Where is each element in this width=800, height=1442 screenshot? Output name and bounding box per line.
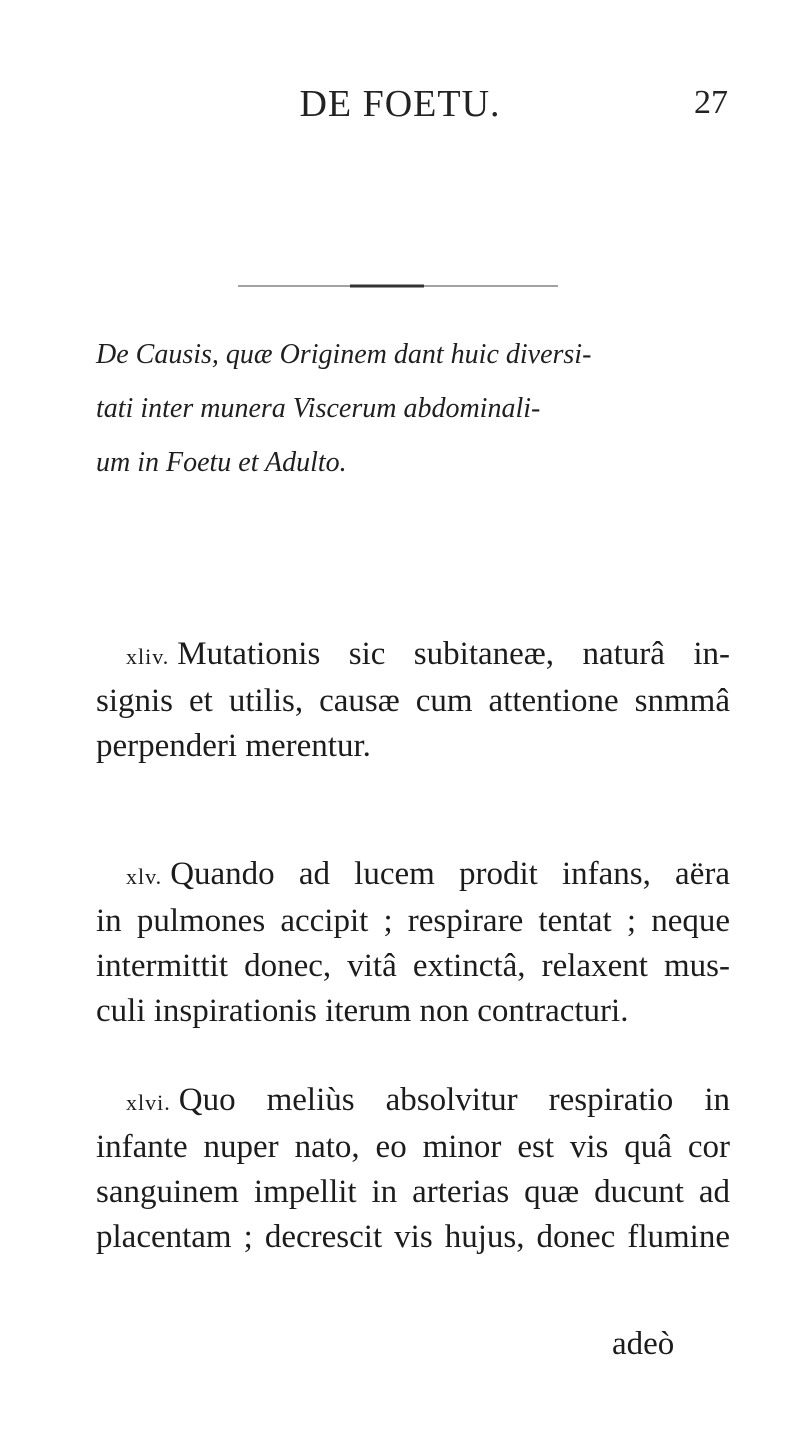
ornamental-rule — [238, 284, 558, 288]
paragraph-number: xlvi. — [126, 1090, 171, 1115]
heading-line: um in Foetu et Adulto. — [96, 447, 347, 478]
paragraph-line: infante nuper nato, eo minor est vis quâ cor — [96, 1129, 730, 1165]
heading-line: tati inter munera Viscerum abdominali- — [96, 393, 541, 424]
paragraph-line: intermittit donec, vitâ extinctâ, relaxent mus- — [96, 948, 730, 984]
catchword: adeò — [612, 1326, 675, 1362]
paragraph-line — [96, 632, 730, 679]
paragraph-line: signis et utilis, causæ cum attentione snmmâ — [96, 683, 730, 719]
heading-line: De Causis, quæ Originem dant huic diversi- — [96, 339, 592, 370]
page-number: 27 — [694, 84, 728, 121]
section-heading — [96, 328, 736, 490]
paragraph-xlvi — [96, 1078, 730, 1260]
paragraph-xlv — [96, 852, 730, 1034]
paragraph-line: in pulmones accipit ; respirare tentat ; neque — [96, 903, 730, 939]
paragraph-line: culi inspirationis iterum non contracturi. — [96, 993, 629, 1029]
paragraph-text: Quando ad lucem prodit infans, aëra — [170, 856, 730, 892]
paragraph-line: sanguinem impellit in arterias quæ ducunt ad — [96, 1174, 730, 1210]
paragraph-number: xliv. — [126, 644, 170, 669]
paragraph-text: Mutationis sic subitaneæ, naturâ in- — [177, 636, 730, 672]
paragraph-line — [96, 1078, 730, 1125]
running-title: DE FOETU. — [299, 83, 501, 125]
paragraph-xliv — [96, 632, 730, 769]
paragraph-number: xlv. — [126, 864, 163, 889]
paragraph-line — [96, 852, 730, 899]
paragraph-line: placentam ; decrescit vis hujus, donec flumine — [96, 1219, 730, 1255]
paragraph-text: Quo meliùs absolvitur respiratio in — [178, 1082, 730, 1118]
paragraph-line: perpenderi merentur. — [96, 728, 371, 764]
